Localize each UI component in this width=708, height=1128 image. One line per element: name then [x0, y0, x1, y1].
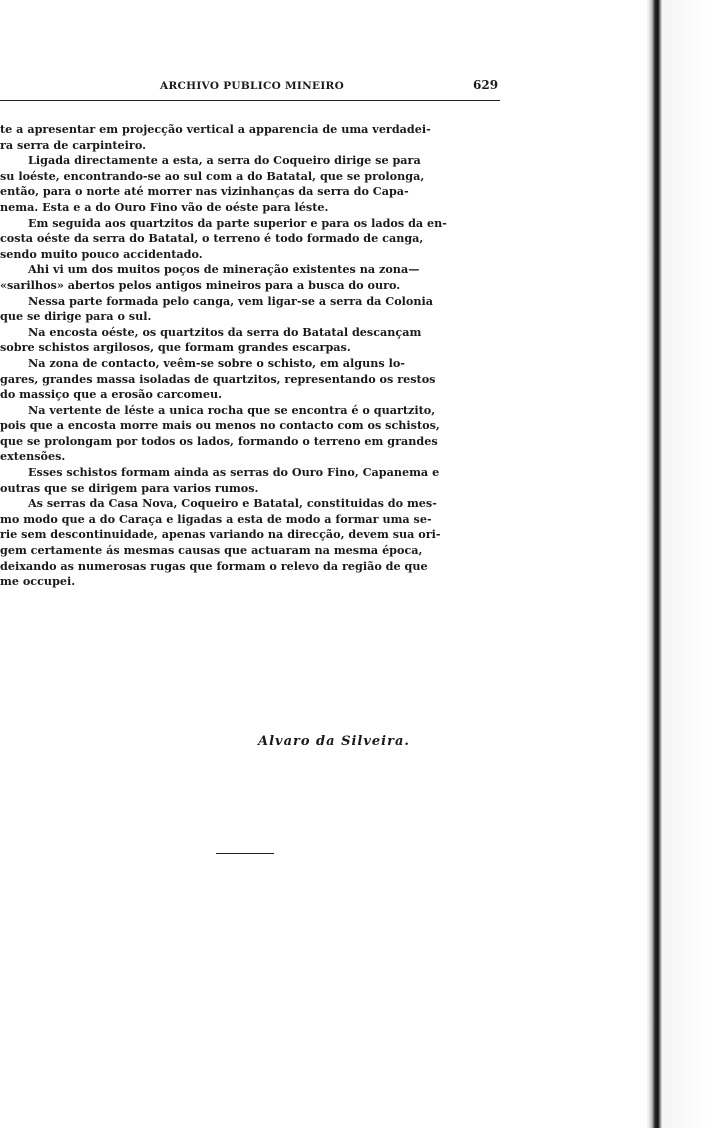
- text-line: Ligada directamente a esta, a serra do Coqueiro dirige se para: [28, 153, 421, 168]
- text-line: que se prolongam por todos os lados, formando o terreno em grandes: [0, 433, 438, 448]
- text-line: Na vertente de léste a unica rocha que se encontra é o quartzito,: [28, 402, 436, 417]
- body-text: [0, 122, 502, 590]
- text-line: gem certamente ás mesmas causas que actuaram na mesma época,: [0, 543, 423, 558]
- paragraph: [0, 496, 502, 590]
- text-line: ra serra de carpinteiro.: [0, 137, 146, 152]
- text-line: então, para o norte até morrer nas vizinhanças da serra do Capa-: [0, 184, 409, 199]
- text-line: deixando as numerosas rugas que formam o relevo da região de que: [0, 558, 428, 573]
- text-line: mo modo que a do Caraça e ligadas a esta de modo a formar uma se-: [0, 511, 432, 526]
- text-line: Na encosta oéste, os quartzitos da serra do Batatal descançam: [28, 324, 422, 339]
- text-line: rie sem descontinuidade, apenas variando na direcção, devem sua ori-: [0, 527, 441, 542]
- text-line: sobre schistos argilosos, que formam grandes escarpas.: [0, 340, 351, 355]
- text-line: pois que a encosta morre mais ou menos no contacto com os schistos,: [0, 418, 440, 433]
- text-line: extensões.: [0, 449, 66, 464]
- text-line: me occupei.: [0, 574, 76, 589]
- text-line: sendo muito pouco accidentado.: [0, 246, 203, 261]
- text-line: Na zona de contacto, veêm-se sobre o schisto, em alguns lo-: [28, 355, 405, 370]
- page-header: [0, 78, 500, 98]
- page-number: 629: [473, 78, 499, 92]
- paragraph: [0, 216, 502, 263]
- paragraph: [0, 262, 502, 293]
- text-line: nema. Esta e a do Ouro Fino vão de oéste para léste.: [0, 199, 329, 214]
- text-line: gares, grandes massa isoladas de quartzitos, representando os restos: [0, 371, 436, 386]
- text-line: Em seguida aos quartzitos da parte superior e para os lados da en-: [28, 215, 447, 230]
- paragraph: [0, 122, 502, 153]
- text-line: outras que se dirigem para varios rumos.: [0, 480, 259, 495]
- header-rule: [0, 100, 500, 101]
- text-line: Esses schistos formam ainda as serras do Ouro Fino, Capanema e: [28, 465, 440, 480]
- paragraph: [0, 465, 502, 496]
- text-line: «sarilhos» abertos pelos antigos mineiros para a busca do ouro.: [0, 277, 401, 292]
- text-line: te a apresentar em projecção vertical a apparencia de uma verdadei-: [0, 122, 431, 136]
- text-line: costa oéste da serra do Batatal, o terreno é todo formado de canga,: [0, 231, 424, 246]
- text-line: As serras da Casa Nova, Coqueiro e Batatal, constituidas do mes-: [28, 496, 437, 511]
- paragraph: [0, 294, 502, 325]
- text-line: Nessa parte formada pelo canga, vem ligar-se a serra da Colonia: [28, 293, 433, 308]
- text-line: do massiço que a erosão carcomeu.: [0, 387, 222, 402]
- paragraph: [0, 325, 502, 356]
- text-line: que se dirige para o sul.: [0, 309, 152, 324]
- paragraph: [0, 403, 502, 465]
- closing-rule: [216, 853, 274, 854]
- book-binding-edge: [646, 0, 708, 1128]
- text-line: su loéste, encontrando-se ao sul com a do Batatal, que se prolonga,: [0, 168, 425, 183]
- paragraph: [0, 356, 502, 403]
- text-line: Ahi vi um dos muitos poços de mineração existentes na zona—: [28, 262, 420, 277]
- running-title: ARCHIVO PUBLICO MINEIRO: [160, 80, 345, 92]
- paragraph: [0, 153, 502, 215]
- author-signature: Alvaro da Silveira.: [258, 734, 410, 749]
